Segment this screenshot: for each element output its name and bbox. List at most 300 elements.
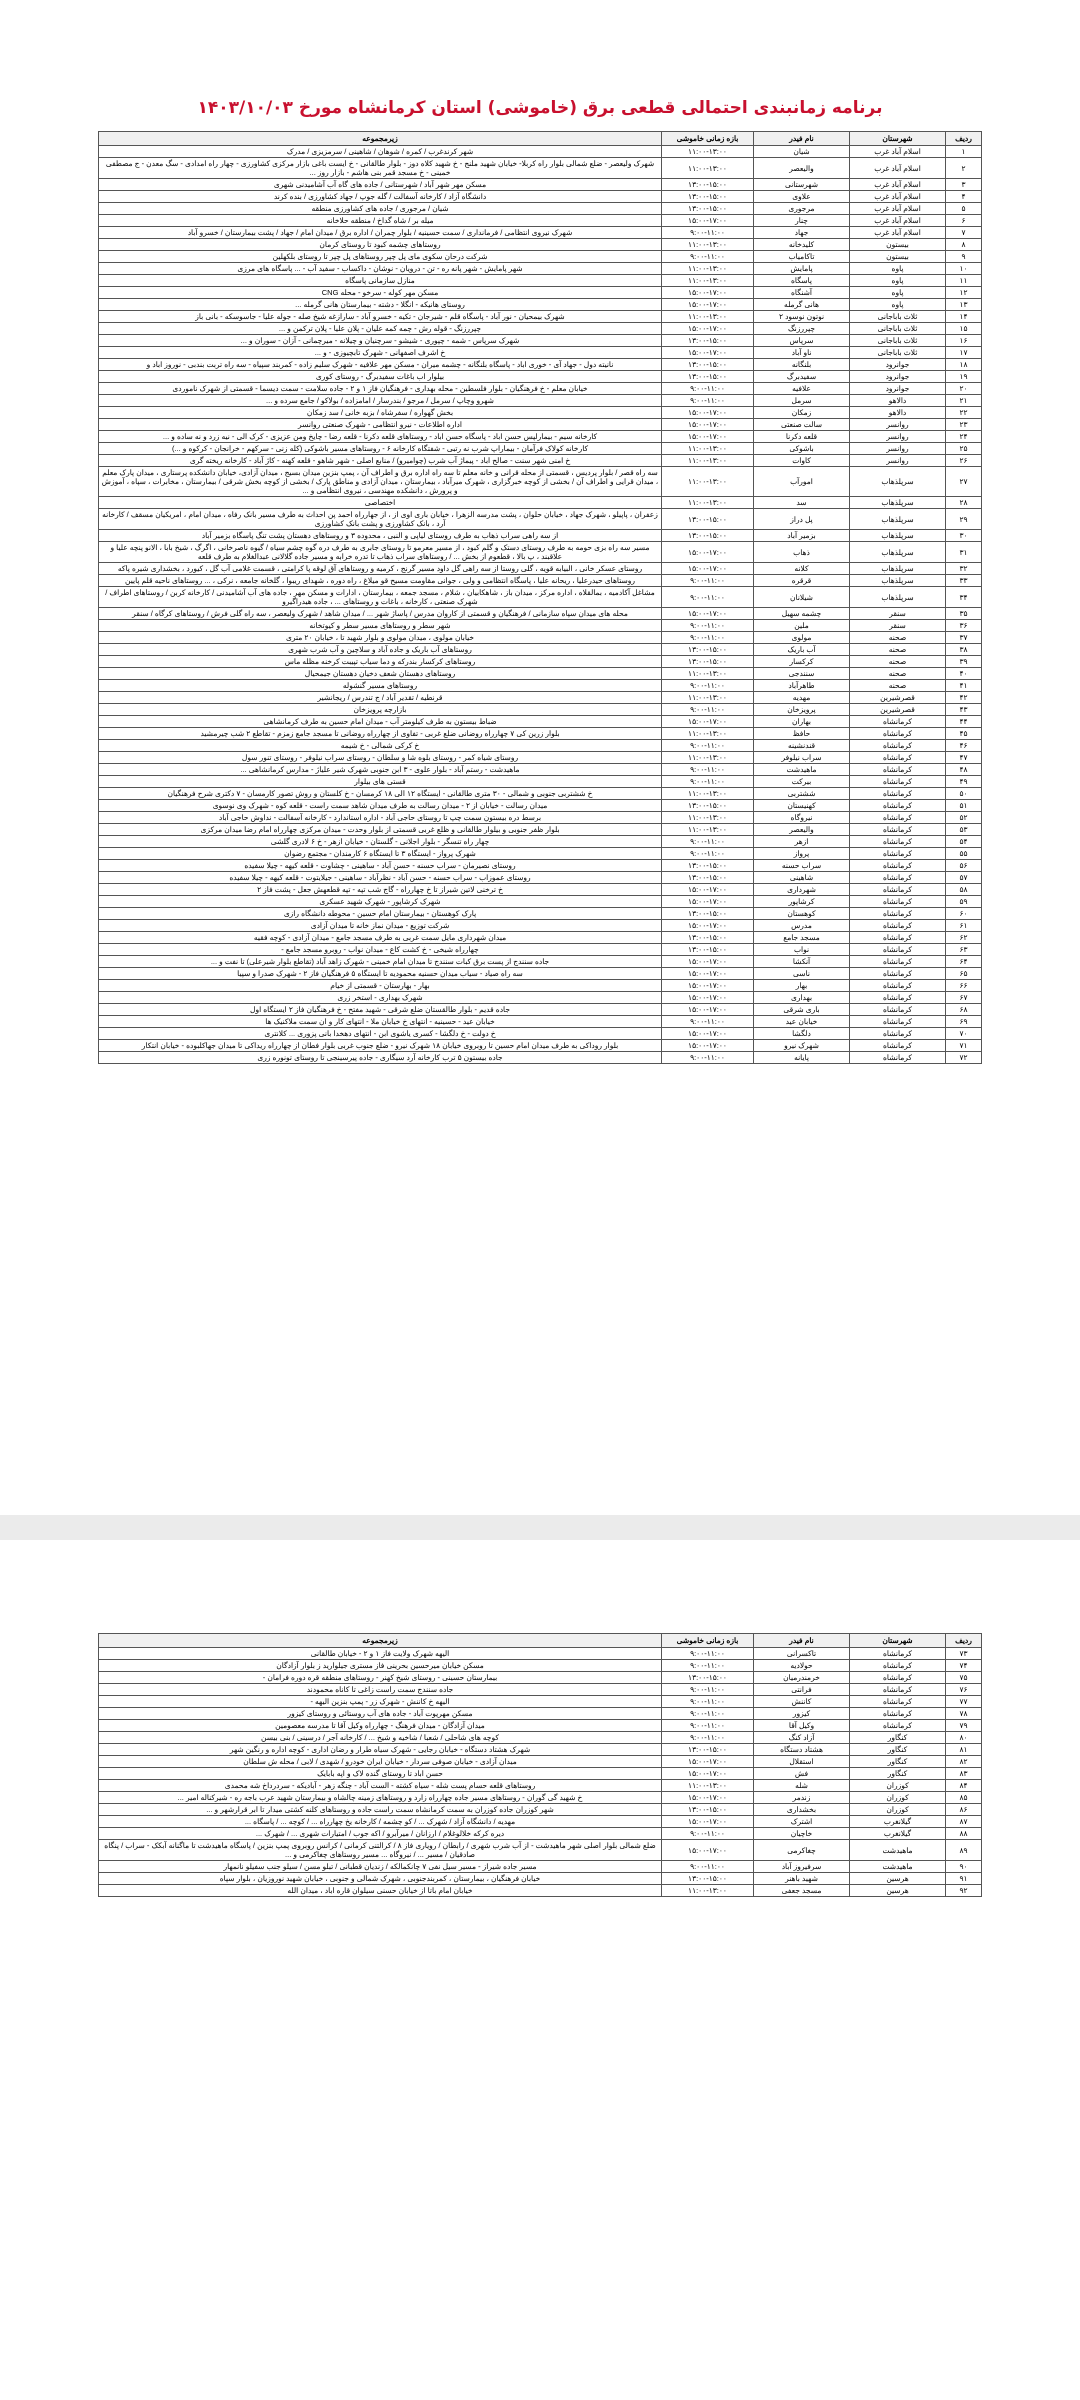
page-title: برنامه زمانبندی احتمالی قطعی برق (خاموشی) استان کرمانشاه مورخ ۱۴۰۳/۱۰/۰۳ <box>197 98 883 118</box>
cell-area: دیره کرکه خلالوغلام / ارزانان / میرآبرو / اکه جوب / امتیارات شهری ... / شهرک ... <box>99 1828 662 1840</box>
cell-time: ۱۳:۰۰-۱۵:۰۰ <box>662 335 754 347</box>
cell-row-number: ۴۴ <box>946 716 982 728</box>
cell-row-number: ۵۵ <box>946 848 982 860</box>
cell-row-number: ۱۶ <box>946 335 982 347</box>
table-header-row <box>99 1634 982 1648</box>
cell-time: ۱۱:۰۰-۱۳:۰۰ <box>662 1780 754 1792</box>
header-city: شهرستان <box>850 132 946 146</box>
cell-feeder: سنندجی <box>754 668 850 680</box>
header-feeder: نام فیدر <box>754 132 850 146</box>
table-row <box>99 1792 982 1804</box>
cell-feeder: مرجوری <box>754 203 850 215</box>
cell-city: کرمانشاه <box>850 896 946 908</box>
cell-time: ۹:۰۰-۱۱:۰۰ <box>662 1828 754 1840</box>
table-row <box>99 812 982 824</box>
cell-area: بازارچه پرویزخان <box>99 704 662 716</box>
cell-feeder: ششتربی <box>754 788 850 800</box>
cell-time: ۱۳:۰۰-۱۵:۰۰ <box>662 1744 754 1756</box>
cell-time: ۹:۰۰-۱۱:۰۰ <box>662 227 754 239</box>
cell-feeder: بیرکت <box>754 776 850 788</box>
cell-row-number: ۲۳ <box>946 419 982 431</box>
cell-time: ۹:۰۰-۱۱:۰۰ <box>662 764 754 776</box>
cell-row-number: ۸۱ <box>946 1744 982 1756</box>
cell-area: ضباط بیستون به طرف کیلومتر آب - میدان امام حسین به طرف کرمانشاهی <box>99 716 662 728</box>
cell-time: ۱۳:۰۰-۱۵:۰۰ <box>662 908 754 920</box>
header-time: بازه زمانی خاموشی <box>662 1634 754 1648</box>
table-row <box>99 824 982 836</box>
cell-row-number: ۵۰ <box>946 788 982 800</box>
cell-feeder: سراب نیلوفر <box>754 752 850 764</box>
cell-city: اسلام آباد غرب <box>850 179 946 191</box>
cell-time: ۱۵:۰۰-۱۷:۰۰ <box>662 920 754 932</box>
cell-area: قستی های بیلوار <box>99 776 662 788</box>
table-row <box>99 146 982 158</box>
cell-time: ۹:۰۰-۱۱:۰۰ <box>662 1708 754 1720</box>
cell-time: ۹:۰۰-۱۱:۰۰ <box>662 776 754 788</box>
cell-city: کرمانشاه <box>850 956 946 968</box>
cell-row-number: ۱۱ <box>946 275 982 287</box>
cell-row-number: ۲۰ <box>946 383 982 395</box>
table-row <box>99 896 982 908</box>
cell-city: کرمانشاه <box>850 812 946 824</box>
cell-feeder: پل دراز <box>754 509 850 530</box>
cell-area: خیابان فرهنگیان ، بیمارستان ، کمربندجنوبی ، شهرک شمالی و جنوبی ، خیابان شهید نوروزیان ، بلوار سپاه <box>99 1873 662 1885</box>
table-row <box>99 1672 982 1684</box>
cell-row-number: ۲۹ <box>946 509 982 530</box>
cell-area: دانشگاه آزاد / کارخانه آسفالت / گله جوپ / جهاد کشاورزی / بنده کرند <box>99 191 662 203</box>
cell-feeder: پاسگاه <box>754 275 850 287</box>
cell-city: صحنه <box>850 668 946 680</box>
cell-area: منازل سازمانی پاسگاه <box>99 275 662 287</box>
cell-feeder: آزاد کنگ <box>754 1732 850 1744</box>
cell-time: ۱۵:۰۰-۱۷:۰۰ <box>662 419 754 431</box>
cell-row-number: ۵۸ <box>946 884 982 896</box>
table-row <box>99 728 982 740</box>
table-row <box>99 776 982 788</box>
cell-city: سرپلذهاب <box>850 509 946 530</box>
cell-area: روستاهای حیدرعلیا ، ریحانه علیا ، پاسگاه انتظامی و ولی ، جوانی مقاومت مسیح قو میلاغ ، راه دوره ، شهدای ریبوا ، گلخانه جامعه ، نرکی ، ... روستاهای ناحیه قلم پایین <box>99 575 662 587</box>
table-row <box>99 764 982 776</box>
cell-area: مسیر جاده شیراز - مسیر سیل نفی ۷ چانکمالکه / زندیان قطبانی / تبلو مسن / سیلو جنب سفیلو نانمهار <box>99 1861 662 1873</box>
cell-city: کرمانشاه <box>850 860 946 872</box>
cell-area: روستاهای آب باریک و جاده آباد و سلاچین و آب شرب شهری <box>99 644 662 656</box>
cell-feeder: شهید باهنر <box>754 1873 850 1885</box>
cell-time: ۱۱:۰۰-۱۳:۰۰ <box>662 728 754 740</box>
table-row <box>99 608 982 620</box>
cell-row-number: ۲۶ <box>946 455 982 467</box>
cell-feeder: کهنیستان <box>754 800 850 812</box>
cell-city: کرمانشاه <box>850 1004 946 1016</box>
cell-time: ۹:۰۰-۱۱:۰۰ <box>662 1684 754 1696</box>
cell-time: ۱۵:۰۰-۱۷:۰۰ <box>662 716 754 728</box>
cell-city: کرمانشاه <box>850 728 946 740</box>
header-feeder: نام فیدر <box>754 1634 850 1648</box>
cell-time: ۱۵:۰۰-۱۷:۰۰ <box>662 1816 754 1828</box>
cell-feeder: کرکسار <box>754 656 850 668</box>
cell-city: سرپلذهاب <box>850 530 946 542</box>
table-row <box>99 716 982 728</box>
cell-feeder: چنار <box>754 215 850 227</box>
cell-row-number: ۳۶ <box>946 620 982 632</box>
cell-row-number: ۸ <box>946 239 982 251</box>
cell-area: محله های میدان سپاه سازمانی / فرهنگیان و قسمتی از کاروان مدرس / پاساژ شهر ... / میدان شاهد / شهرک ولیعصر ، سه راه گلی فرش / روستاهای کرگاه / سنقر <box>99 608 662 620</box>
cell-city: ثلاث باباجانی <box>850 323 946 335</box>
table-row <box>99 443 982 455</box>
cell-row-number: ۳۵ <box>946 608 982 620</box>
table-row <box>99 158 982 179</box>
table-row <box>99 1756 982 1768</box>
cell-area: بیلوار اب باغات سفیدبرگ - روستای کوری <box>99 371 662 383</box>
cell-feeder: جهاد <box>754 227 850 239</box>
cell-feeder: کرشاپور <box>754 896 850 908</box>
table-row <box>99 788 982 800</box>
cell-city: کرمانشاه <box>850 1040 946 1052</box>
cell-feeder: خرمندرمیان <box>754 1672 850 1684</box>
cell-row-number: ۵۲ <box>946 812 982 824</box>
cell-area: روستاهای کرکسار بندرکه و دما سیاب تپیبت کرخنه مظله ماس <box>99 656 662 668</box>
cell-row-number: ۴ <box>946 191 982 203</box>
cell-feeder: فش <box>754 1768 850 1780</box>
cell-row-number: ۸۳ <box>946 1768 982 1780</box>
cell-time: ۱۵:۰۰-۱۷:۰۰ <box>662 323 754 335</box>
cell-row-number: ۶۱ <box>946 920 982 932</box>
cell-city: کرمانشاه <box>850 1028 946 1040</box>
cell-row-number: ۴۷ <box>946 752 982 764</box>
cell-area: روستاهای مسیر گنشوله <box>99 680 662 692</box>
cell-time: ۱۱:۰۰-۱۳:۰۰ <box>662 146 754 158</box>
cell-city: جوانرود <box>850 371 946 383</box>
cell-area: شرکت درحان سکوی مای پل چپر روستاهای پل چپر تا روستای بلکهلین <box>99 251 662 263</box>
cell-feeder: بزمیر آباد <box>754 530 850 542</box>
cell-row-number: ۳۴ <box>946 587 982 608</box>
cell-area: نانیته دول - جهاد آی - خوری اباد - پاسگاه بلنگانه - چشمه میران - مسکن مهر علافیه - شهرک سلیم زاده - کمربند سپیاه - سه راه تربت بندبی - نوروز اباد و <box>99 359 662 371</box>
cell-area: از سه راهی سراب ذهاب به طرف روستای لیاپی و النبی ، محدوده ۳ و روستاهای دهستان پشت تنگ پاسگاه بزمیر آباد <box>99 530 662 542</box>
header-row-number: ردیف <box>946 1634 982 1648</box>
cell-feeder: بلنگانه <box>754 359 850 371</box>
cell-city: کرمانشاه <box>850 1016 946 1028</box>
table-row <box>99 347 982 359</box>
cell-row-number: ۴۳ <box>946 704 982 716</box>
cell-row-number: ۷۷ <box>946 1696 982 1708</box>
cell-row-number: ۷۱ <box>946 1040 982 1052</box>
cell-area: خ ترخنی لاتین شیراز تا خ چهارراه - گاج شب تپه - تپه قطعهش جعل - پشت فاز ۲ <box>99 884 662 896</box>
cell-feeder: پرویزخان <box>754 704 850 716</box>
table-row <box>99 932 982 944</box>
cell-feeder: قلعه دکرنا <box>754 431 850 443</box>
header-area: زیرمجموعه <box>99 1634 662 1648</box>
cell-city: کرمانشاه <box>850 764 946 776</box>
cell-city: کرمانشاه <box>850 872 946 884</box>
cell-city: قصرشیرین <box>850 692 946 704</box>
cell-row-number: ۹۲ <box>946 1885 982 1897</box>
table-row <box>99 1696 982 1708</box>
cell-area: سه راه قصر / بلوار پردیس ، قسمتی از محله قرانی و خانه معلم تا سه راه اداره برق و اطراف آن ، پمپ بنزین میدان بسیج ، میدان آزادی، خیابان دانشکده پرستاری ، میدان پارک معلم ، میدان قرایی و اطراف آن / بخشی از کوچه خبرگزاری ، شهرک میرآباد ، بیمارستان ، میدان آزادی و مناطق پارک / بخشی از کوچه بخش شرقی / بیمارستان ، مخابرات ، سپاه ، آموزش و پرورش ، دانشکده مهندسی ، نیروی انتظامی و ... <box>99 467 662 497</box>
cell-time: ۱۵:۰۰-۱۷:۰۰ <box>662 980 754 992</box>
cell-time: ۱۱:۰۰-۱۳:۰۰ <box>662 275 754 287</box>
cell-row-number: ۸۲ <box>946 1756 982 1768</box>
table-row <box>99 467 982 497</box>
table-row <box>99 680 982 692</box>
cell-time: ۱۵:۰۰-۱۷:۰۰ <box>662 896 754 908</box>
cell-row-number: ۵۹ <box>946 896 982 908</box>
cell-area: الیهه شهرک ولایت فاز ۱ و ۲ - خیابان طالقانی <box>99 1648 662 1660</box>
cell-feeder: شهرستانی <box>754 179 850 191</box>
cell-area: خ ششتربی جنوبی و شمالی - ۳۰ متری طالقانی - ایستگاه ۱۲ الی ۱۸ کرمسان - خ کلستان و روش تصور کارمسان - ۷ دکتری شرح فرهنگیان <box>99 788 662 800</box>
cell-city: سرپلذهاب <box>850 587 946 608</box>
cell-time: ۱۳:۰۰-۱۵:۰۰ <box>662 944 754 956</box>
cell-time: ۱۵:۰۰-۱۷:۰۰ <box>662 968 754 980</box>
cell-area: شیان / مرجوری / جاده های کشاورزی منطقه <box>99 203 662 215</box>
cell-row-number: ۸۵ <box>946 1792 982 1804</box>
cell-area: جاده سنندج از پست برق کبات سنندج تا میدان امام خمینی - شهرک زاهد آباد (تقاطع بلوار شیرعلی) تا نفت و ... <box>99 956 662 968</box>
cell-feeder: امورآب <box>754 467 850 497</box>
cell-city: کرمانشاه <box>850 716 946 728</box>
table-row <box>99 431 982 443</box>
cell-city: روانسر <box>850 419 946 431</box>
cell-area: میدان آزادگان - میدان فرهنگ - چهارراه وکیل آقا تا مدرسه معصومین <box>99 1720 662 1732</box>
table-row <box>99 509 982 530</box>
cell-row-number: ۷۳ <box>946 1648 982 1660</box>
cell-area: شرکت توزیع - میدان نماز خانه تا میدان آزادی <box>99 920 662 932</box>
table-row <box>99 620 982 632</box>
table-row <box>99 1684 982 1696</box>
cell-time: ۹:۰۰-۱۱:۰۰ <box>662 1696 754 1708</box>
cell-row-number: ۶۴ <box>946 956 982 968</box>
cell-feeder: باشوکی <box>754 443 850 455</box>
cell-feeder: والیعصر <box>754 824 850 836</box>
schedule-table-1 <box>98 131 982 1064</box>
cell-city: ماهیدشت <box>850 1840 946 1861</box>
cell-row-number: ۶ <box>946 215 982 227</box>
cell-feeder: کلانه <box>754 563 850 575</box>
cell-row-number: ۲۸ <box>946 497 982 509</box>
table-header-row <box>99 132 982 146</box>
cell-feeder: آنکشا <box>754 956 850 968</box>
cell-city: کنگاور <box>850 1744 946 1756</box>
cell-area: روستای نصیرمان - سراب حسنه - حسن آباد - ساهینی - چشاوت - قلعه کیهه - چیلا سفیده <box>99 860 662 872</box>
table-body-1 <box>99 146 982 1064</box>
cell-row-number: ۲۲ <box>946 407 982 419</box>
table-row <box>99 1004 982 1016</box>
cell-area: مهدیه / دانشگاه آزاد / شهرک ... / کو چشمه / کارخانه یخ چهارراه ... / کوچه ... / پاسگاه ... <box>99 1816 662 1828</box>
cell-city: کرمانشاه <box>850 800 946 812</box>
cell-city: قصرشیرین <box>850 704 946 716</box>
cell-feeder: نواب <box>754 944 850 956</box>
cell-time: ۱۵:۰۰-۱۷:۰۰ <box>662 542 754 563</box>
cell-time: ۱۵:۰۰-۱۷:۰۰ <box>662 1040 754 1052</box>
cell-feeder: طاهرآباد <box>754 680 850 692</box>
cell-area: شهرک کرشاپور - شهرک شهید عسکری <box>99 896 662 908</box>
cell-row-number: ۶۲ <box>946 932 982 944</box>
cell-row-number: ۸۶ <box>946 1804 982 1816</box>
cell-row-number: ۶۵ <box>946 968 982 980</box>
table-row <box>99 968 982 980</box>
cell-time: ۱۱:۰۰-۱۳:۰۰ <box>662 158 754 179</box>
cell-city: اسلام آباد غرب <box>850 203 946 215</box>
cell-feeder: شله <box>754 1780 850 1792</box>
cell-city: صحنه <box>850 632 946 644</box>
cell-time: ۱۱:۰۰-۱۳:۰۰ <box>662 443 754 455</box>
cell-city: کرمانشاه <box>850 848 946 860</box>
cell-feeder: قرقره <box>754 575 850 587</box>
cell-feeder: آشنگاه <box>754 287 850 299</box>
cell-time: ۹:۰۰-۱۱:۰۰ <box>662 1720 754 1732</box>
table-row <box>99 335 982 347</box>
cell-feeder: شاهینی <box>754 872 850 884</box>
cell-time: ۹:۰۰-۱۱:۰۰ <box>662 395 754 407</box>
cell-city: سرپلذهاب <box>850 542 946 563</box>
cell-city: کرمانشاه <box>850 980 946 992</box>
table-row <box>99 407 982 419</box>
cell-time: ۹:۰۰-۱۱:۰۰ <box>662 704 754 716</box>
cell-row-number: ۶۰ <box>946 908 982 920</box>
cell-row-number: ۵۳ <box>946 824 982 836</box>
cell-row-number: ۲۴ <box>946 431 982 443</box>
cell-feeder: ازهر <box>754 836 850 848</box>
cell-time: ۱۳:۰۰-۱۵:۰۰ <box>662 359 754 371</box>
cell-city: سنقر <box>850 620 946 632</box>
cell-area: روستای هانیکه - انگلا - دشته - بیمارستان هانی گرمله ... <box>99 299 662 311</box>
cell-area: کوچه های شاحلی / شعبا / شاخیه و شیخ ... / کارخانه آجر / درسینی / بنی بیسن <box>99 1732 662 1744</box>
cell-area: میله بر / شاه گداخ / منطقه حلاخانه <box>99 215 662 227</box>
cell-time: ۹:۰۰-۱۱:۰۰ <box>662 1052 754 1064</box>
table-row <box>99 263 982 275</box>
cell-row-number: ۸۷ <box>946 1816 982 1828</box>
table-row <box>99 383 982 395</box>
cell-feeder: مولوی <box>754 632 850 644</box>
table-row <box>99 1744 982 1756</box>
cell-feeder: بهار <box>754 980 850 992</box>
cell-city: روانسر <box>850 455 946 467</box>
cell-area: سه راه صیاد - سیاب میدان حسنیه محمودیه تا ایستگاه ۵ فرهنگیان فاز ۲ - شهرک صدرا و سپیا <box>99 968 662 980</box>
cell-row-number: ۱۴ <box>946 311 982 323</box>
table-row <box>99 1648 982 1660</box>
cell-feeder: سرمل <box>754 395 850 407</box>
cell-time: ۱۵:۰۰-۱۷:۰۰ <box>662 1768 754 1780</box>
cell-area: میدان شهرداری مایل سمت غربی به طرف مسجد جامع - میدان آزادی - کوچه فقیه <box>99 932 662 944</box>
cell-feeder: علافیه <box>754 383 850 395</box>
cell-city: بیستون <box>850 239 946 251</box>
cell-city: صحنه <box>850 656 946 668</box>
cell-area: چپررزنگ - قوله رش - چمه کمه علیان - پلان علیا - پلان ترکمن و ... <box>99 323 662 335</box>
cell-feeder: چشمه سهیل <box>754 608 850 620</box>
cell-area: زعفران ، پاپیلو ، شهرک جهاد ، خیابان حلوان ، پشت مدرسه الزهرا ، خیابان باری اوی از ، از جهارراه احمد پن احداث به طرف مسیر بانک رفاه ، میدان امام ، امریکیان مسقف / کارخانه آرد ، بانک کشاورزی و پشت بانک کشاورزی <box>99 509 662 530</box>
cell-area: خیابان معلم - خ فرهنگیان - بلوار فلسطین - محله بهداری - فرهنگیان فاز ۱ و ۲ - جاده سلامت - سمت دیسما - قسمتی از شهرک ناموردی <box>99 383 662 395</box>
table-row <box>99 311 982 323</box>
cell-time: ۹:۰۰-۱۱:۰۰ <box>662 1016 754 1028</box>
table-row <box>99 179 982 191</box>
table-row <box>99 287 982 299</box>
cell-row-number: ۱۸ <box>946 359 982 371</box>
table-row <box>99 944 982 956</box>
table-row <box>99 299 982 311</box>
cell-feeder: ماهیدشت <box>754 764 850 776</box>
cell-feeder: علاوی <box>754 191 850 203</box>
cell-area: قرنطیه / تقدیر آباد / ج تندرس / ریجانشیر <box>99 692 662 704</box>
table-row <box>99 1720 982 1732</box>
cell-time: ۹:۰۰-۱۱:۰۰ <box>662 1660 754 1672</box>
cell-row-number: ۹۰ <box>946 1861 982 1873</box>
cell-feeder: شهرک نیرو <box>754 1040 850 1052</box>
cell-feeder: نوتون نوسود ۲ <box>754 311 850 323</box>
cell-area: جاده بیستون ۵ ترب کارخانه آرد سیگاری - جاده پیرسینجی تا روستای تونوره زری <box>99 1052 662 1064</box>
cell-city: کرمانشاه <box>850 776 946 788</box>
cell-feeder: کلیدخانه <box>754 239 850 251</box>
cell-time: ۱۳:۰۰-۱۵:۰۰ <box>662 656 754 668</box>
cell-area: چهار راه تنسگر - بلوار اجلانی - گلستان - خیابان ازهر - خ ۶ لادری گلشی <box>99 836 662 848</box>
cell-area: مشاغل آکادمیه ، بمالقلاه ، اداره مرکز ، میدان باز ، شاهکابیان ، شلام ، مسجد جمعه ، بیمارستان ، ادارات و مسکن مهر ، جاده های آب آشامیدنی / کارخانه کربن / روستاهای اطراف / شهرک صنعتی ، کارخانه ، باغات و روستاهای ... ، جاده هیدراگیرو <box>99 587 662 608</box>
cell-city: هرسین <box>850 1885 946 1897</box>
cell-city: کوزران <box>850 1792 946 1804</box>
cell-row-number: ۸۴ <box>946 1780 982 1792</box>
cell-feeder: حولادیه <box>754 1660 850 1672</box>
cell-time: ۹:۰۰-۱۱:۰۰ <box>662 680 754 692</box>
cell-area: مسکن مهر شهر آباد / شهرستانی / جاده های گاه آب آشامیدنی شهری <box>99 179 662 191</box>
cell-city: اسلام آباد غرب <box>850 146 946 158</box>
cell-area: چهارراه شیخی - خ کشت کاع - میدان نواب - روبرو مسجد جامع - <box>99 944 662 956</box>
cell-area: جاده قدیم - بلوار طالقستان ضلع شرقی - شهید مفتح - خ فرهنگیان فاز ۲ ایستگاه اول <box>99 1004 662 1016</box>
cell-row-number: ۱۳ <box>946 299 982 311</box>
cell-feeder: سراب حسنه <box>754 860 850 872</box>
table-row <box>99 1885 982 1897</box>
cell-city: صحنه <box>850 680 946 692</box>
cell-time: ۱۵:۰۰-۱۷:۰۰ <box>662 956 754 968</box>
cell-area: شهر کوزران جاده کوزران به سمت کرمانشاه سمت راست جاده و روستاهای کلنه کشتی میدار تا ابر قرارشهر و ... <box>99 1804 662 1816</box>
table-row <box>99 191 982 203</box>
cell-area: روستای شیاه کمر - روستای بلوه شا و سلطان - روستای سراب نیلوفر - روستای تنور سول <box>99 752 662 764</box>
cell-area: بخش گهواره / سفرشاه / بزبه خانی / سد زمکان <box>99 407 662 419</box>
cell-time: ۱۱:۰۰-۱۳:۰۰ <box>662 752 754 764</box>
cell-area: خیابان مولوی ، میدان مولوی و بلوار شهید تا ، خیابان ۲۰ متری <box>99 632 662 644</box>
table-row <box>99 644 982 656</box>
cell-city: کرمانشاه <box>850 1648 946 1660</box>
table-row <box>99 656 982 668</box>
cell-row-number: ۴۰ <box>946 668 982 680</box>
table-row <box>99 1816 982 1828</box>
cell-row-number: ۴۱ <box>946 680 982 692</box>
cell-area: مسکن خیابان میرحسین بحرینی فاز مستری جیلوارید ز بلوار آزادگان <box>99 1660 662 1672</box>
cell-feeder: مدرس <box>754 920 850 932</box>
cell-row-number: ۹۱ <box>946 1873 982 1885</box>
cell-city: کنگاور <box>850 1768 946 1780</box>
cell-city: کرمانشاه <box>850 992 946 1004</box>
table-row <box>99 1028 982 1040</box>
cell-city: بیستون <box>850 251 946 263</box>
cell-row-number: ۴۹ <box>946 776 982 788</box>
cell-time: ۹:۰۰-۱۱:۰۰ <box>662 620 754 632</box>
cell-city: هرسین <box>850 1873 946 1885</box>
table-row <box>99 908 982 920</box>
table-row <box>99 1768 982 1780</box>
cell-area: مسیر سه راه بزی حومه به طرف روستای دستک و گلم کبود ، از مسیر معرمو تا روستای جابری به طرف دره گوه چشم سیاه / گیوه ناصرخانی ، اگرگ ، شیخ بابا ، الانو پنچه علیا و علاقبند ، پ بالا ، قطعوم از بخش ... / روستاهای سراب ذهاب تا تدره خرابه و مسیر جاده گلالانی عبدالغلام به طرف قلعه <box>99 542 662 563</box>
cell-row-number: ۵۱ <box>946 800 982 812</box>
table-row <box>99 530 982 542</box>
table-row <box>99 497 982 509</box>
cell-time: ۱۱:۰۰-۱۳:۰۰ <box>662 812 754 824</box>
cell-row-number: ۸۹ <box>946 1840 982 1861</box>
cell-time: ۱۱:۰۰-۱۳:۰۰ <box>662 467 754 497</box>
cell-city: سرپلذهاب <box>850 497 946 509</box>
cell-feeder: باری شرقی <box>754 1004 850 1016</box>
cell-feeder: قندنشینه <box>754 740 850 752</box>
cell-area: اداره اطلاعات - نیرو انتظامی - شهرک صنعتی روانسر <box>99 419 662 431</box>
cell-city: کرمانشاه <box>850 740 946 752</box>
cell-city: اسلام آباد غرب <box>850 191 946 203</box>
cell-row-number: ۲۷ <box>946 467 982 497</box>
cell-time: ۱۳:۰۰-۱۵:۰۰ <box>662 1804 754 1816</box>
cell-row-number: ۵۶ <box>946 860 982 872</box>
cell-row-number: ۵۴ <box>946 836 982 848</box>
